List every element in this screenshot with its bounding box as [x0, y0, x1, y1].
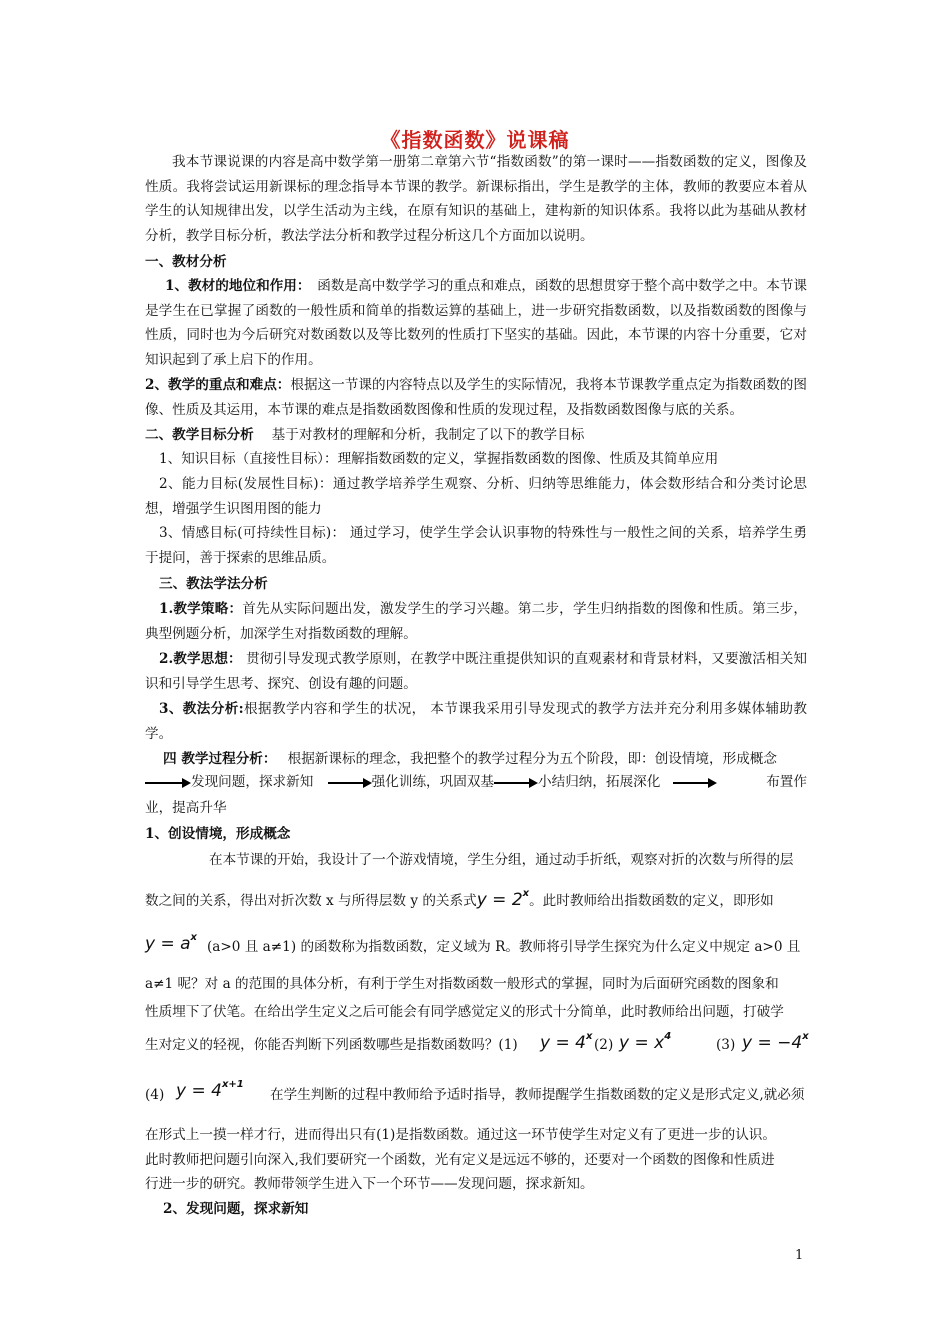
paragraph-role: [145, 274, 807, 372]
question-4: [176, 1073, 244, 1104]
formula-base: y = x: [619, 1033, 665, 1053]
formula-base: y = 2: [476, 890, 523, 910]
paragraph-text: 函数是高中数学学习的重点和难点，函数的思想贯穿于整个高中数学之中。本节课是学生在已掌握了函数的一般性质和简单的指数运算的基础上，进一步研究指数函数，以及指数函数的图像与性质，同时也为今后研究对数函数以及等比数列的性质打下坚实的基础。因此，本节课的内容十分重要，它对知识起到了承上启下的作用。: [145, 278, 807, 368]
text-line: (a>0 且 a≠1) 的函数称为指数函数，定义域为 R。教师将引导学生探究为什么定义中规定 a>0 且: [207, 939, 801, 955]
text-line: 此时教师把问题引向深入,我们要研究一个函数，光有定义是远远不够的，还要对一个函数的图像和性质进: [145, 1152, 775, 1168]
arrow-right-icon: [673, 778, 717, 788]
paragraph-label: 2、教学的重点和难点：: [145, 377, 291, 393]
heading-text: 基于对教材的理解和分析，我制定了以下的教学目标: [253, 427, 585, 443]
process-stage: 小结归纳，拓展深化: [538, 774, 661, 790]
formula-y-ax: [145, 934, 197, 954]
method-2: [145, 647, 807, 696]
process-flow: [145, 770, 807, 794]
heading-label: 二、教学目标分析: [145, 427, 254, 443]
question-4-label: (4): [145, 1087, 165, 1103]
text-line: 行进一步的研究。教师带领学生进入下一个环节——发现问题，探求新知。: [145, 1176, 594, 1192]
arrow-right-icon: [328, 778, 372, 788]
question-1: [540, 1025, 592, 1056]
paragraph-label: 1.教学策略：: [159, 601, 243, 617]
text-span: 。此时教师给出指数函数的定义，即形如: [529, 893, 774, 909]
text-line: 在本节课的开始，我设计了一个游戏情境，学生分组，通过动手折纸，观察对折的次数与所得的层: [209, 852, 794, 868]
heading-label: 四 教学过程分析：: [163, 751, 270, 767]
formula-exponent: x: [522, 888, 530, 899]
intro-paragraph: 我本节课说课的内容是高中数学第一册第二章第六节“指数函数”的第一课时——指数函数的定义，图像及性质。我将尝试运用新课标的理念指导本节课的教学。新课标指出，学生是教学的主体，教师的教要应本着从学生的认知规律出发，以学生活动为主线，在原有知识的基础上，建构新的知识体系。我将以此为基础从教材分析，教学目标分析，教法学法分析和教学过程分析这几个方面加以说明。: [145, 154, 807, 244]
paragraph-text: 根据这一节课的内容特点以及学生的实际情况，我将本节课教学重点定为指数函数的图像、性质及其运用，本节课的难点是指数函数图像和性质的发现过程，及指数函数图像与底的关系。: [145, 377, 807, 418]
arrow-right-icon: [145, 778, 191, 788]
section-heading-1: 一、教材分析: [145, 254, 227, 270]
goal-2: 2、能力目标(发展性目标)：通过教学培养学生观察、分析、归纳等思维能力，体会数形结合和分类讨论思想，增强学生识图用图的能力: [145, 476, 807, 517]
formula-exponent: x+1: [221, 1079, 244, 1090]
section-heading-4: [163, 747, 777, 771]
text-line: [145, 882, 774, 913]
section-heading-2: [145, 423, 807, 448]
formula-exponent: x: [802, 1031, 809, 1042]
paragraph-label: 3、教法分析:: [159, 701, 244, 717]
paragraph-text: 根据教学内容和学生的状况， 本节课我采用引导发现式的教学方法并充分利用多媒体辅助教学。: [145, 701, 807, 742]
paragraph-text: 贯彻引导发现式教学原则，在教学中既注重提供知识的直观素材和背景材料，又要激活相关知识和引导学生思考、探究、创设有趣的问题。: [145, 651, 807, 692]
question-2: [619, 1025, 671, 1056]
subsection-heading-2: 2、发现问题，探求新知: [163, 1201, 309, 1217]
arrow-right-icon: [494, 778, 538, 788]
page-title: 《指数函数》说课稿: [380, 128, 570, 152]
question-3: [742, 1025, 809, 1056]
text-line: 生对定义的轻视，你能否判断下列函数哪些是指数函数吗？(1): [145, 1037, 518, 1053]
paragraph-text: 首先从实际问题出发，激发学生的学习兴趣。第二步，学生归纳指数的图像和性质。第三步，典型例题分析，加深学生对指数函数的理解。: [145, 601, 807, 642]
method-3: [145, 697, 807, 746]
text-line: 在学生判断的过程中教师给予适时指导，教师提醒学生指数函数的定义是形式定义,就必须: [270, 1087, 805, 1103]
formula-q2: [619, 1033, 671, 1053]
process-stage: 强化训练，巩固双基: [371, 774, 495, 790]
process-stage: 发现问题，探求新知: [191, 774, 314, 790]
paragraph-label: 1、教材的地位和作用：: [165, 278, 304, 294]
text-line: a≠1 呢？对 a 的范围的具体分析，有利于学生对指数函数一般形式的掌握，同时为后面研究函数的图象和: [145, 976, 779, 992]
process-stage: 布置作: [766, 774, 807, 790]
subsection-heading-1: 1、创设情境，形成概念: [145, 826, 291, 842]
formula-q1: [540, 1033, 592, 1053]
formula-definition: [145, 926, 197, 957]
text-line: 性质埋下了伏笔。在给出学生定义之后可能会有同学感觉定义的形式十分简单，此时教师给出问题，打破学: [145, 1004, 784, 1020]
formula-q4: [176, 1081, 244, 1101]
formula-base: y = 4: [176, 1081, 222, 1101]
goal-3: 3、情感目标(可持续性目标)： 通过学习，使学生学会认识事物的特殊性与一般性之间的关系，培养学生勇于提问，善于探索的思维品质。: [145, 525, 807, 566]
formula-base: y = a: [145, 934, 191, 954]
page-number: 1: [795, 1248, 804, 1263]
formula-base: y = −4: [742, 1033, 803, 1053]
formula-q3: [742, 1033, 809, 1053]
paragraph-label: 2.教学思想：: [159, 651, 242, 667]
formula-exponent: 4: [664, 1031, 672, 1042]
paragraph-key-points: [145, 373, 807, 422]
process-stage-continued: 业，提高升华: [145, 800, 227, 816]
goal-1: 1、知识目标（直接性目标）：理解指数函数的定义，掌握指数函数的图像、性质及其简单应用: [159, 451, 719, 467]
question-3-label: (3): [716, 1037, 736, 1053]
formula-exponent: x: [585, 1031, 593, 1042]
method-1: [145, 597, 807, 646]
heading-text: 根据新课标的理念，我把整个的教学过程分为五个阶段，即：创设情境，形成概念: [269, 751, 777, 767]
question-2-label: (2): [594, 1037, 614, 1053]
formula-y-2x: [477, 890, 529, 910]
text-span: 数之间的关系，得出对折次数 x 与所得层数 y 的关系式: [145, 893, 477, 909]
section-heading-3: 三、教法学法分析: [159, 576, 268, 592]
formula-exponent: x: [190, 932, 197, 943]
formula-base: y = 4: [540, 1033, 586, 1053]
text-line: 在形式上一摸一样才行，进而得出只有(1)是指数函数。通过这一环节使学生对定义有了更进一步的认识。: [145, 1127, 776, 1143]
